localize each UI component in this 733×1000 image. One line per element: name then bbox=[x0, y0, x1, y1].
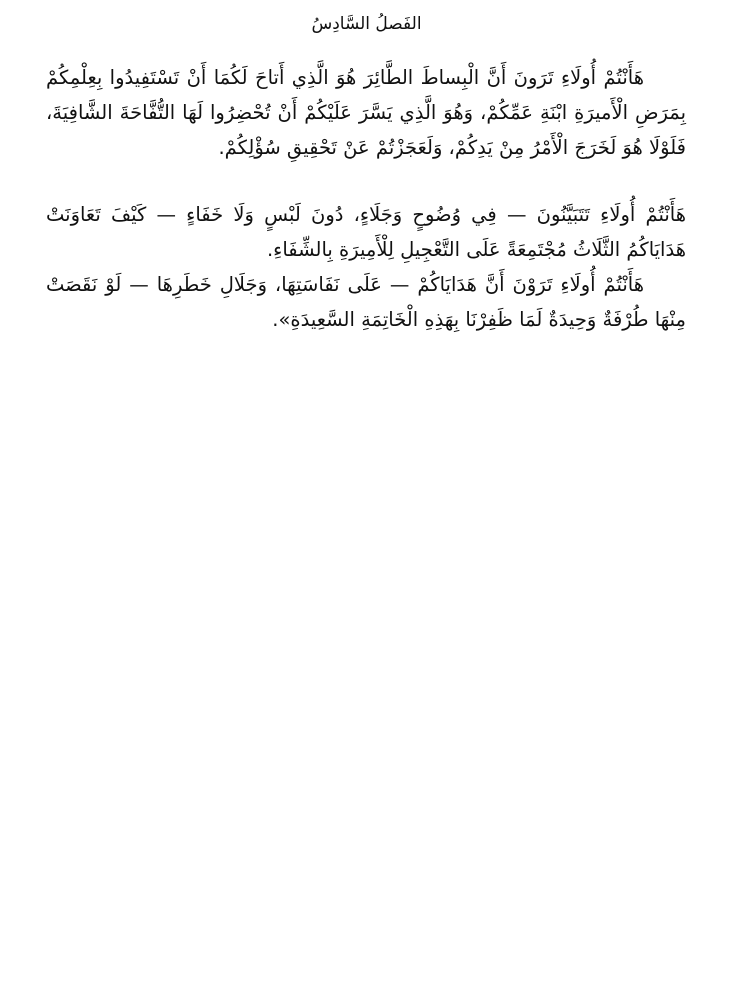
chapter-body bbox=[46, 60, 686, 337]
paragraph-1: هَأَنْتُمْ أُولَاءِ تَرَونَ أَنَّ الْبِساطَ الطَّائِرَ هُوَ الَّذِي أَتاحَ لَكُمَا أَنْ تَسْتَفِيدُوا بِعِلْمِكُمْ بِمَرَضِ الْأَميرَةِ ابْنَةِ عَمِّكُمْ، وَهُوَ الَّذِي يَسَّرَ عَلَيْكُمْ أَنْ تُحْضِرُوا لَهَا التُّفَّاحَةَ الشَّافِيَةَ، فَلَوْلَا هُوَ لَخَرَجَ الْأَمْرُ مِنْ يَدِكُمْ، وَلَعَجَزْتُمْ عَنْ تَحْقِيقِ سُؤْلِكُمْ. bbox=[46, 66, 686, 159]
paragraph-2: هَأَنْتُمْ أُولَاءِ تَتَبَيَّنُونَ — فِي وُضُوحٍ وَجَلَاءٍ، دُونَ لَبْسٍ وَلَا خَفَاءٍ — كَيْفَ تَعَاوَنَتْ هَدَايَاكُمُ الثَّلَاثُ مُجْتَمِعَةً عَلَى التَّعْجِيلِ لِلْأَمِيرَةِ بِالشِّفَاءِ. bbox=[46, 203, 686, 261]
chapter-title: الفَصلُ السَّادِسُ bbox=[311, 14, 422, 34]
paragraph-3: هَأَنْتُمْ أُولَاءِ تَرَوْنَ أَنَّ هَدَايَاكُمْ — عَلَى نَفَاسَتِهَا، وَجَلَالِ خَطَرِهَا — لَوْ نَقَصَتْ مِنْهَا طُرْفَةٌ وَحِيدَةٌ لَمَا ظَفِرْنَا بِهَذِهِ الْخَاتِمَةِ السَّعِيدَةِ». bbox=[46, 273, 686, 331]
